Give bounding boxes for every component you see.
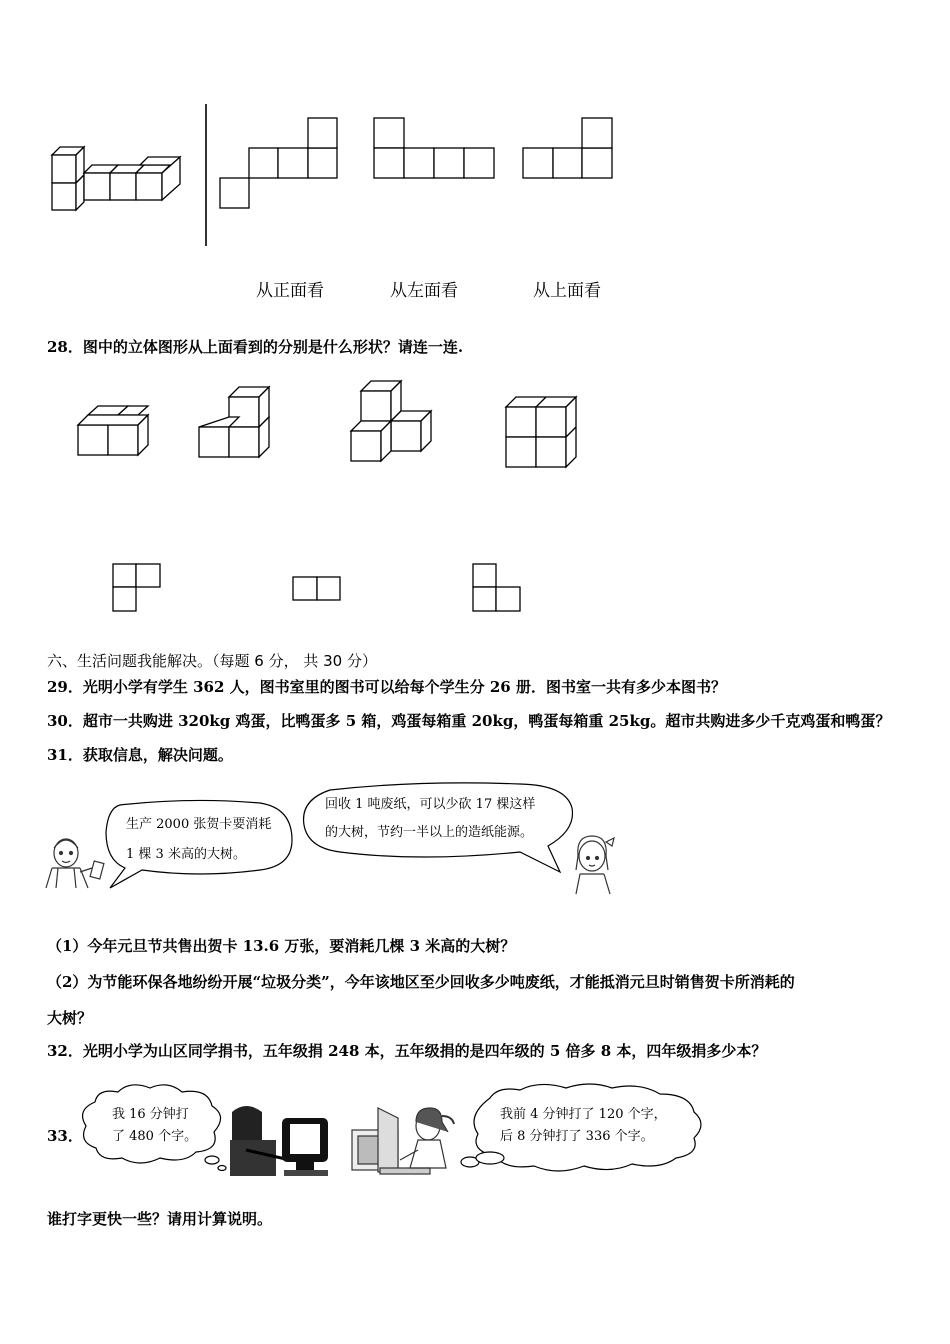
q27-view-front [220, 118, 337, 208]
q33-bubble-right-line2: 后 8 分钟打了 336 个字。 [500, 1129, 654, 1144]
q33-girl-computer-icon [352, 1108, 454, 1174]
q33-question: 谁打字更快一些？请用计算说明。 [47, 1210, 273, 1228]
q32-question: 32．光明小学为山区同学捐书，五年级捐 248 本，五年级捐的是四年级的 5 倍多 8 本，四年级捐多少本？ [47, 1042, 767, 1060]
q27-view-left [374, 118, 494, 178]
q28-topview-3 [473, 564, 520, 611]
q29-question: 29．光明小学有学生 362 人，图书室里的图书可以给每个学生分 26 册．图书室一共有多少本图书？ [47, 678, 726, 696]
q31-sub2-line1: （2）为节能环保各地纷纷开展“垃圾分类”，今年该地区至少回收多少吨废纸，才能抵消元旦时销售贺卡所消耗的 [47, 973, 795, 991]
q31-question: 31．获取信息，解决问题。 [47, 746, 233, 764]
q33-bubble-right-line1: 我前 4 分钟打了 120 个字， [500, 1107, 667, 1122]
q31-bubble-right-line2: 的大树，节约一半以上的造纸能源。 [325, 825, 534, 840]
q28-topview-1 [113, 564, 160, 611]
q31-bubble-right-line1: 回收 1 吨废纸，可以少砍 17 棵这样 [325, 797, 536, 812]
view-label-front: 从正面看 [256, 281, 324, 301]
q31-sub2-line2: 大树？ [47, 1009, 93, 1027]
q30-question: 30．超市一共购进 320kg 鸡蛋，比鸭蛋多 5 箱，鸡蛋每箱重 20kg，鸭蛋每箱重 25kg。超市共购进多少千克鸡蛋和鸭蛋？ [47, 712, 891, 730]
q27-view-top [523, 118, 612, 178]
q28-question: 28．图中的立体图形从上面看到的分别是什么形状？请连一连. [47, 338, 464, 356]
q33-bubble-left-line1: 我 16 分钟打 [112, 1107, 189, 1122]
q28-solid-4 [506, 397, 576, 467]
q27-figure [0, 0, 950, 260]
q33-number: 33． [47, 1127, 83, 1145]
q31-bubble-left-line1: 生产 2000 张贺卡要消耗 [126, 817, 272, 832]
q28-solid-1 [78, 406, 148, 455]
q27-solid [52, 147, 180, 210]
q28-topview-2 [293, 577, 340, 600]
q31-man-icon [46, 839, 104, 888]
q28-solid-2 [199, 387, 269, 457]
view-label-top: 从上面看 [533, 281, 601, 301]
q31-sub1: （1）今年元旦节共售出贺卡 13.6 万张，要消耗几棵 3 米高的大树？ [47, 937, 516, 955]
section6-title: 六、生活问题我能解决。（每题 6 分， 共 30 分） [47, 652, 377, 670]
q31-bubble-left-line2: 1 棵 3 米高的大树。 [126, 847, 246, 862]
q33-bubble-left-line2: 了 480 个字。 [112, 1129, 198, 1144]
q31-girl-icon [576, 836, 614, 894]
q28-solid-3 [351, 381, 431, 461]
q28-figures [0, 370, 950, 630]
view-label-left: 从左面看 [390, 281, 458, 301]
q33-boy-computer-icon [230, 1106, 328, 1176]
